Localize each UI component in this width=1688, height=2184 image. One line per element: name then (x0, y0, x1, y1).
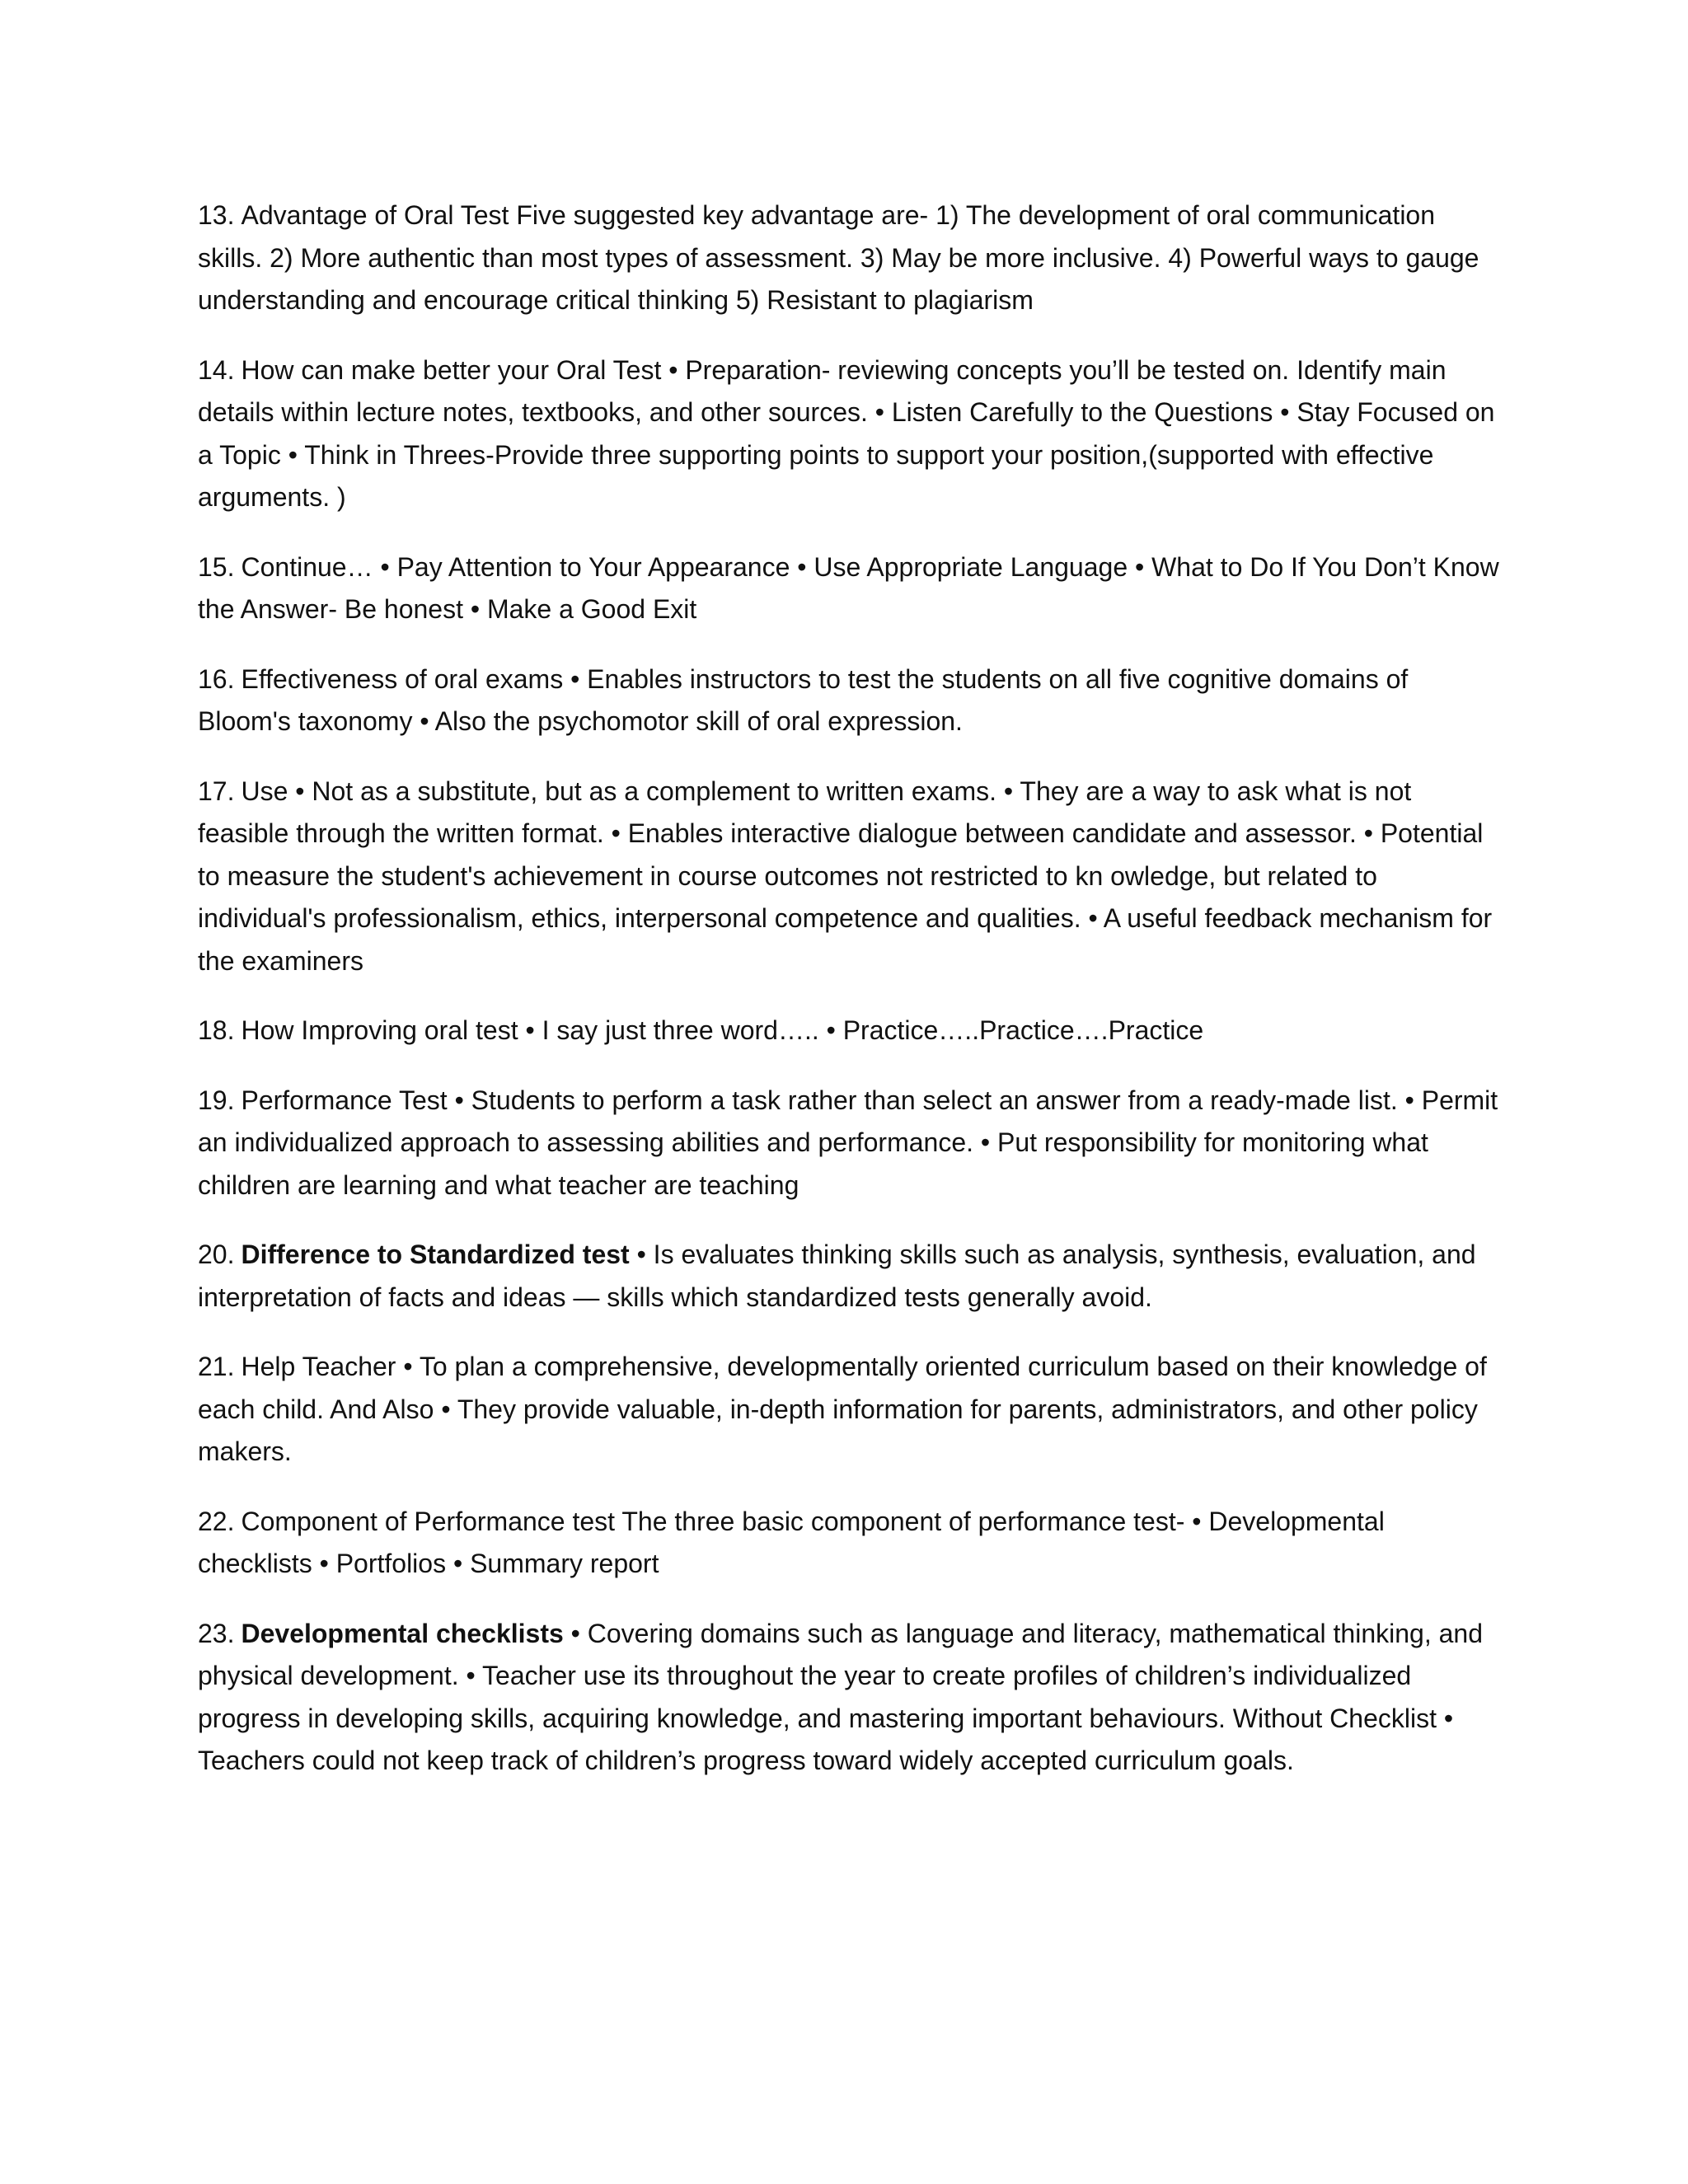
paragraph-17 (198, 771, 1500, 983)
paragraph-text: Help Teacher • To plan a comprehensive, developmentally oriented curriculum based on their knowledge of each child. And Also • They provide valuable, in-depth information for parents, administrators, and other policy makers. (198, 1352, 1487, 1466)
paragraph-text: • Covering domains such as language and literacy, mathematical thinking, and physical development. • Teacher use its throughout the year to create profiles of children’s individualized progress in developing skills, acquiring knowledge, and mastering important behaviours. Without Checklist • Teachers could not keep track of children’s progress toward widely accepted curriculum goals. (198, 1618, 1483, 1775)
paragraph-19 (198, 1080, 1500, 1207)
paragraph-heading: Developmental checklists (241, 1618, 564, 1648)
paragraph-20 (198, 1234, 1500, 1319)
document-page (198, 194, 1500, 1810)
paragraph-number: 16. (198, 663, 235, 694)
paragraph-text: How can make better your Oral Test • Preparation- reviewing concepts you’ll be tested on. Identify main details within lecture notes, textbooks, and other sources. • Listen Carefully to the Questions • Stay Focused on a Topic • Think in Threes-Provide three supporting points to support your position,(supported with effective arguments. ) (198, 354, 1495, 512)
paragraph-number: 23. (198, 1618, 235, 1648)
paragraph-23 (198, 1613, 1500, 1783)
paragraph-text: • Is evaluates thinking skills such as analysis, synthesis, evaluation, and interpretation of facts and ideas — skills which standardized tests generally avoid. (198, 1240, 1476, 1312)
paragraph-number: 18. (198, 1015, 235, 1045)
paragraph-number: 15. (198, 551, 235, 582)
paragraph-number: 14. (198, 354, 235, 385)
paragraph-number: 17. (198, 776, 235, 806)
paragraph-13 (198, 194, 1500, 322)
paragraph-text: How Improving oral test • I say just three word….. • Practice…..Practice….Practice (241, 1015, 1204, 1045)
paragraph-number: 21. (198, 1352, 235, 1381)
paragraph-text: Continue… • Pay Attention to Your Appearance • Use Appropriate Language • What to Do If You Don’t Know the Answer- Be honest • Make a Good Exit (198, 551, 1499, 624)
paragraph-text: Use • Not as a substitute, but as a complement to written exams. • They are a way to ask what is not feasible through the written format. • Enables interactive dialogue between candidate and assessor. • Potential to measure the student's achievement in course outcomes not restricted to kn owledge, but related to individual's professionalism, ethics, interpersonal competence and qualities. • A useful feedback mechanism for the examiners (198, 776, 1493, 976)
paragraph-16 (198, 658, 1500, 743)
paragraph-number: 20. (198, 1240, 235, 1269)
paragraph-text: Advantage of Oral Test Five suggested key advantage are- 1) The development of oral communication skills. 2) More authentic than most types of assessment. 3) May be more inclusive. 4) Powerful ways to gauge understanding and encourage critical thinking 5) Resistant to plagiarism (198, 200, 1479, 315)
paragraph-15 (198, 546, 1500, 631)
paragraph-number: 13. (198, 200, 235, 230)
paragraph-22 (198, 1501, 1500, 1586)
paragraph-heading: Difference to Standardized test (241, 1240, 630, 1269)
paragraph-number: 19. (198, 1085, 235, 1115)
paragraph-text: Performance Test • Students to perform a task rather than select an answer from a ready-made list. • Permit an individualized approach to assessing abilities and performance. • Put responsibility for monitoring what children are learning and what teacher are teaching (198, 1085, 1498, 1200)
paragraph-18 (198, 1010, 1500, 1052)
paragraph-text: Component of Performance test The three basic component of performance test- • Developmental checklists • Portfolios • Summary report (198, 1506, 1385, 1578)
paragraph-text: Effectiveness of oral exams • Enables instructors to test the students on all five cognitive domains of Bloom's taxonomy • Also the psychomotor skill of oral expression. (198, 663, 1409, 736)
paragraph-14 (198, 349, 1500, 519)
paragraph-number: 22. (198, 1506, 235, 1536)
paragraph-21 (198, 1346, 1500, 1474)
